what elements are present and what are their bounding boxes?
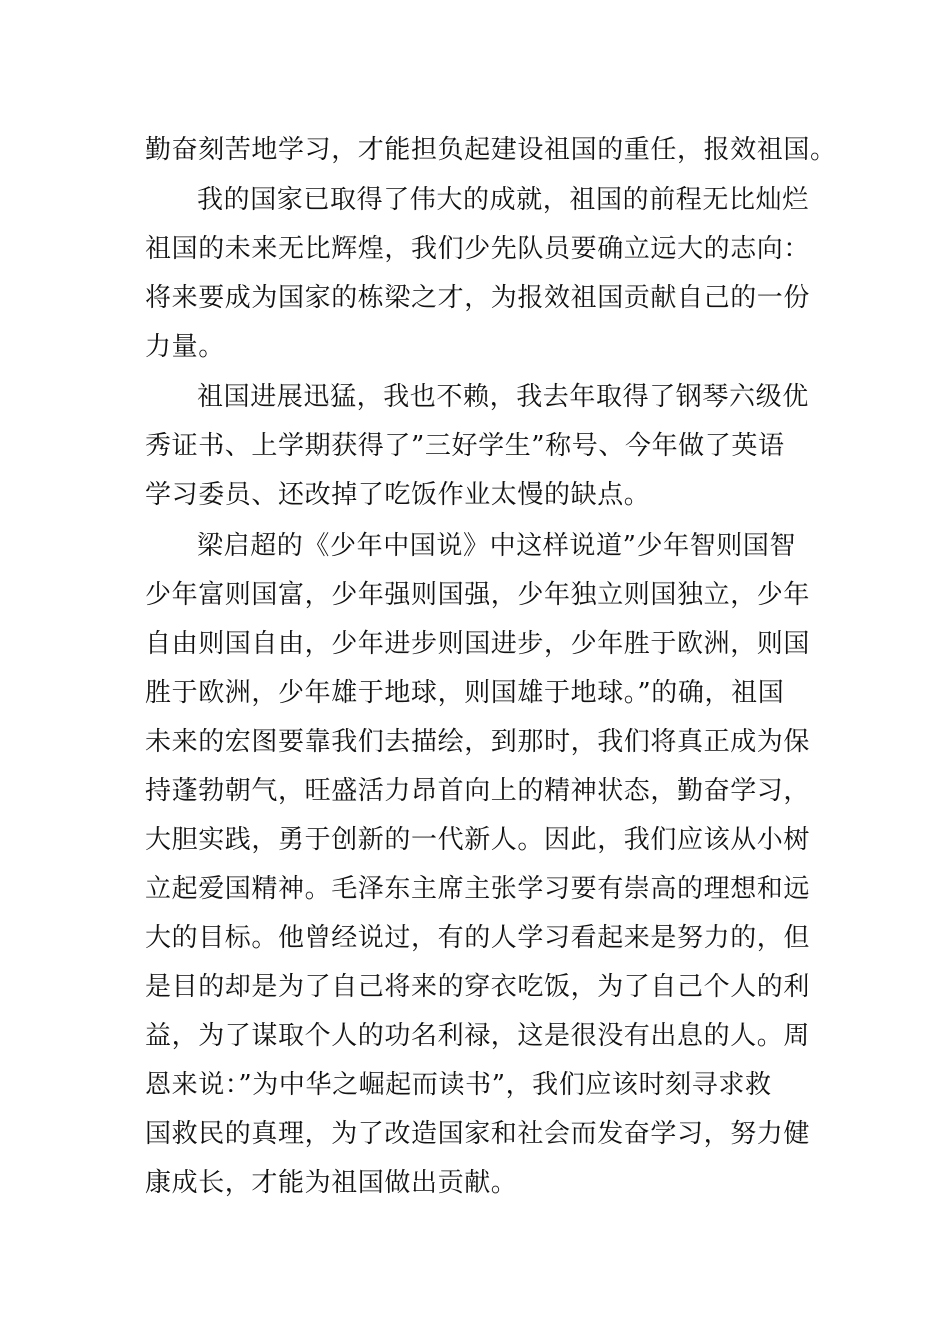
text-line: 大胆实践，勇于创新的一代新人。因此，我们应该从小树 [145,825,811,855]
text-line: 恩来说：”为中华之崛起而读书”，我们应该时刻寻求救 [145,1070,772,1100]
text-line: 将来要成为国家的栋梁之才，为报效祖国贡献自己的一份 [145,283,811,313]
text-line: 自由则国自由，少年进步则国进步，少年胜于欧洲，则国 [145,629,811,659]
text-line: 康成长，才能为祖国做出贡献。 [145,1168,518,1198]
text-line: 秀证书、上学期获得了”三好学生”称号、今年做了英语 [145,431,785,461]
text-line: 祖国的未来无比辉煌，我们少先队员要确立远大的志向： [145,234,811,264]
text-line: 勤奋刻苦地学习，才能担负起建设祖国的重任，报效祖国。 [145,135,837,165]
text-line: 益，为了谋取个人的功名利禄，这是很没有出息的人。周 [145,1021,811,1051]
paragraph-first-line: 祖国进展迅猛，我也不赖，我去年取得了钢琴六级优 [197,382,809,412]
text-line: 国救民的真理，为了改造国家和社会而发奋学习，努力健 [145,1119,811,1149]
text-line: 少年富则国富，少年强则国强，少年独立则国独立，少年 [145,580,811,610]
text-line: 胜于欧洲，少年雄于地球，则国雄于地球。”的确，祖国 [145,678,785,708]
text-line: 力量。 [145,332,225,362]
text-line: 未来的宏图要靠我们去描绘，到那时，我们将真正成为保 [145,727,811,757]
text-line: 立起爱国精神。毛泽东主席主张学习要有崇高的理想和远 [145,874,811,904]
text-line: 是目的却是为了自己将来的穿衣吃饭，为了自己个人的利 [145,972,811,1002]
text-line: 持蓬勃朝气，旺盛活力昂首向上的精神状态，勤奋学习， [145,776,811,806]
paragraph-first-line: 我的国家已取得了伟大的成就，祖国的前程无比灿烂 [197,185,809,215]
paragraph-first-line: 梁启超的《少年中国说》中这样说道”少年智则国智 [197,531,797,561]
text-line: 学习委员、还改掉了吃饭作业太慢的缺点。 [145,480,651,510]
text-line: 大的目标。他曾经说过，有的人学习看起来是努力的，但 [145,923,811,953]
